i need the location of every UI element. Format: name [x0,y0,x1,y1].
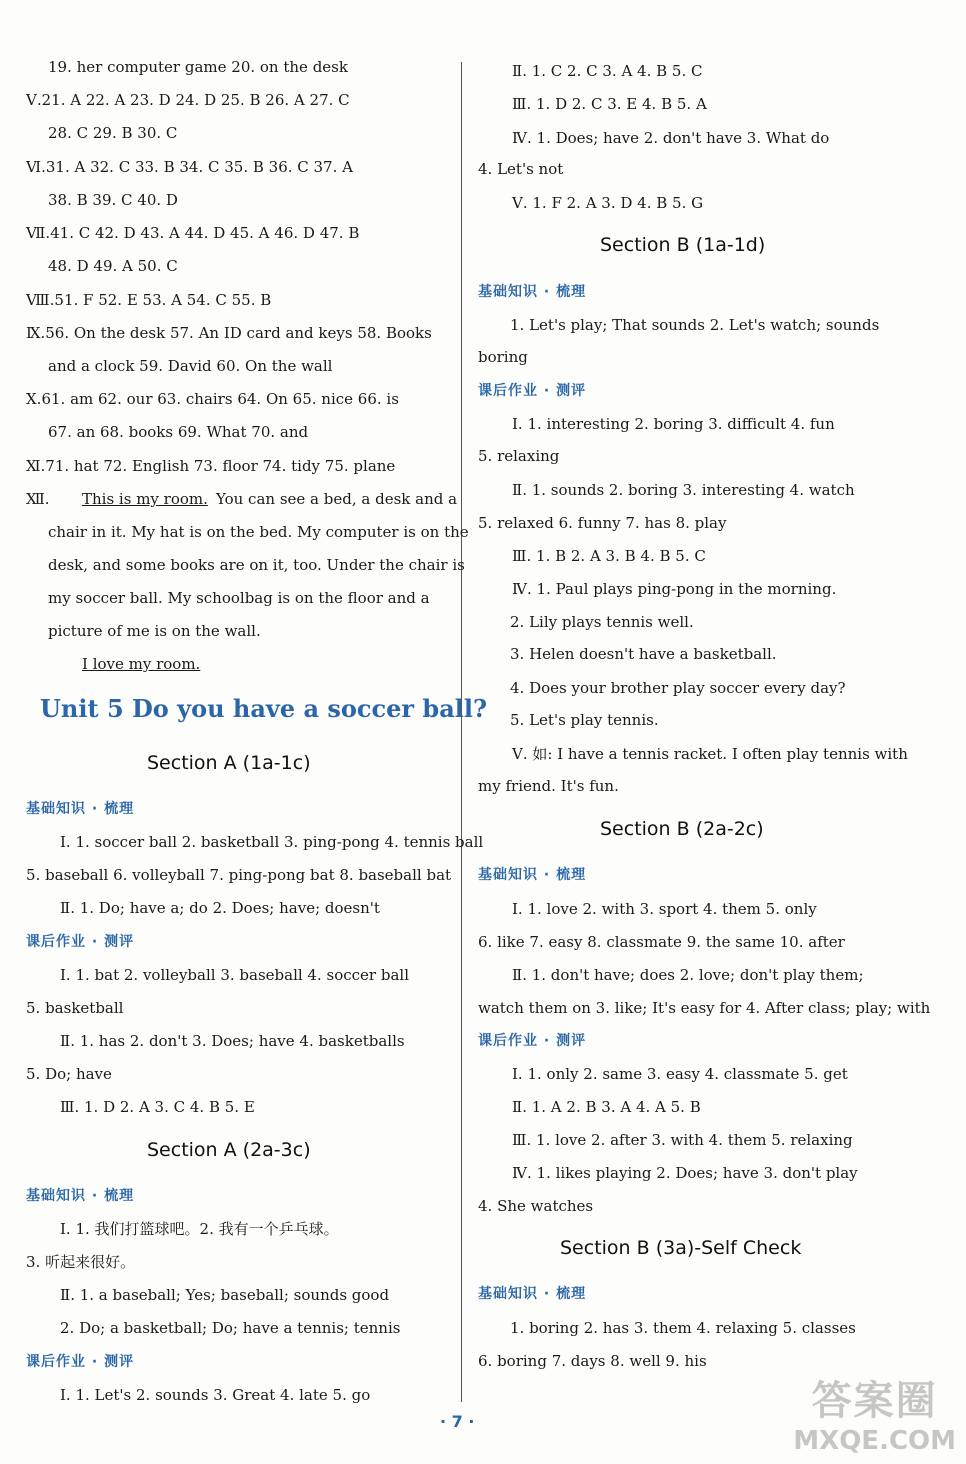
unit-title: Unit 5 Do you have a soccer ball? [40,694,488,723]
answer-line: Ⅱ. 1. A 2. B 3. A 4. A 5. B [512,1098,701,1116]
answer-line: boring [478,348,528,366]
answer-line: my friend. It's fun. [478,777,619,795]
answer-line: 4. Does your brother play soccer every day? [510,679,846,697]
answer-line: Ⅱ. 1. C 2. C 3. A 4. B 5. C [512,62,703,80]
section-heading: Section B (3a)-Self Check [560,1237,802,1259]
answer-line: Ⅰ. 1. love 2. with 3. sport 4. them 5. only [512,900,817,918]
answer-line: Ⅷ.51. F 52. E 53. A 54. C 55. B [26,291,272,309]
watermark-logo-text: 答案圈 [811,1378,938,1424]
essay-line: picture of me is on the wall. [48,622,261,640]
answer-line: Ⅰ. 1. Let's 2. sounds 3. Great 4. late 5. go [60,1386,371,1404]
answer-line: Ⅲ. 1. D 2. A 3. C 4. B 5. E [60,1098,255,1116]
answer-line: Ⅰ. 1. only 2. same 3. easy 4. classmate 5. get [512,1065,848,1083]
section-label: 课后作业 · 测评 [26,934,135,950]
answer-line: Ⅵ.31. A 32. C 33. B 34. C 35. B 36. C 37. A [26,158,353,176]
answer-line: Ⅱ. 1. don't have; does 2. love; don't play them; [512,966,864,984]
answer-line: Ⅲ. 1. D 2. C 3. E 4. B 5. A [512,95,707,113]
answer-line: Ⅱ. 1. a baseball; Yes; baseball; sounds good [60,1286,390,1304]
answer-line: 5. Let's play tennis. [510,711,659,729]
answer-line: Ⅺ.71. hat 72. English 73. floor 74. tidy 75. plane [26,457,396,475]
page-number: · 7 · [440,1412,475,1431]
answer-line: Ⅰ. 1. soccer ball 2. basketball 3. ping-pong 4. tennis ball [60,833,484,851]
answer-line: 5. basketball [26,999,124,1017]
section-label: 基础知识 · 梳理 [478,284,587,300]
answer-line: 28. C 29. B 30. C [48,124,178,142]
section-heading: Section B (2a-2c) [600,818,764,840]
watermark-url: MXQE.COM [793,1426,956,1456]
essay-label: Ⅻ. [26,490,50,508]
answer-line: Ⅱ. 1. has 2. don't 3. Does; have 4. basketballs [60,1032,405,1050]
section-heading: Section A (1a-1c) [147,752,311,774]
answer-line: 5. baseball 6. volleyball 7. ping-pong bat 8. baseball bat [26,866,452,884]
answer-line: 67. an 68. books 69. What 70. and [48,423,309,441]
section-label: 基础知识 · 梳理 [26,801,135,817]
answer-line: Ⅳ. 1. Does; have 2. don't have 3. What do [512,129,830,147]
answer-line: Ⅳ. 1. Paul plays ping-pong in the morning. [512,580,837,598]
section-heading: Section A (2a-3c) [147,1139,311,1161]
answer-line: watch them on 3. like; It's easy for 4. After class; play; with [478,999,931,1017]
section-label: 基础知识 · 梳理 [478,867,587,883]
section-label: 课后作业 · 测评 [478,383,587,399]
answer-line: Ⅰ. 1. 我们打篮球吧。2. 我有一个乒乓球。 [60,1220,339,1238]
answer-line: Ⅹ.61. am 62. our 63. chairs 64. On 65. nice 66. is [26,390,399,408]
answer-line: 5. Do; have [26,1065,112,1083]
answer-line: 5. relaxing [478,447,560,465]
answer-line: 4. She watches [478,1197,594,1215]
answer-line: 2. Do; a basketball; Do; have a tennis; tennis [60,1319,401,1337]
answer-line: Ⅴ. 如: I have a tennis racket. I often play tennis with [512,745,908,763]
answer-line: 48. D 49. A 50. C [48,257,178,275]
essay-line: You can see a bed, a desk and a [216,490,458,508]
section-label: 基础知识 · 梳理 [478,1286,587,1302]
answer-line: Ⅶ.41. C 42. D 43. A 44. D 45. A 46. D 47. B [26,224,360,242]
essay-title: This is my room. [82,490,208,508]
essay-line: my soccer ball. My schoolbag is on the floor and a [48,589,430,607]
answer-line: Ⅱ. 1. sounds 2. boring 3. interesting 4. watch [512,481,855,499]
column-divider [461,62,462,1402]
answer-line: Ⅰ. 1. interesting 2. boring 3. difficult 4. fun [512,415,835,433]
answer-line: 38. B 39. C 40. D [48,191,178,209]
answer-line: 19. her computer game 20. on the desk [48,58,348,76]
answer-line: 5. relaxed 6. funny 7. has 8. play [478,514,727,532]
essay-line: chair in it. My hat is on the bed. My computer is on the [48,523,469,541]
answer-line: Ⅳ. 1. likes playing 2. Does; have 3. don't play [512,1164,858,1182]
answer-line: Ⅴ.21. A 22. A 23. D 24. D 25. B 26. A 27. C [26,91,350,109]
essay-end: I love my room. [82,655,201,673]
answer-line: Ⅲ. 1. B 2. A 3. B 4. B 5. C [512,547,706,565]
answer-line: 6. boring 7. days 8. well 9. his [478,1352,707,1370]
answer-line: 2. Lily plays tennis well. [510,613,694,631]
answer-line: Ⅱ. 1. Do; have a; do 2. Does; have; doesn't [60,899,380,917]
answer-line: Ⅲ. 1. love 2. after 3. with 4. them 5. relaxing [512,1131,853,1149]
answer-line: 3. 听起来很好。 [26,1253,136,1271]
answer-line: and a clock 59. David 60. On the wall [48,357,333,375]
answer-line: 1. Let's play; That sounds 2. Let's watch; sounds [510,316,880,334]
answer-line: 4. Let's not [478,160,564,178]
answer-line: Ⅰ. 1. bat 2. volleyball 3. baseball 4. soccer ball [60,966,409,984]
answer-line: Ⅸ.56. On the desk 57. An ID card and keys 58. Books [26,324,432,342]
answer-line: 1. boring 2. has 3. them 4. relaxing 5. classes [510,1319,856,1337]
answer-line: 3. Helen doesn't have a basketball. [510,645,777,663]
watermark [793,1369,956,1456]
section-label: 课后作业 · 测评 [26,1354,135,1370]
answer-line: Ⅴ. 1. F 2. A 3. D 4. B 5. G [512,194,704,212]
essay-line: desk, and some books are on it, too. Under the chair is [48,556,465,574]
section-label: 基础知识 · 梳理 [26,1188,135,1204]
section-label: 课后作业 · 测评 [478,1033,587,1049]
answer-line: 6. like 7. easy 8. classmate 9. the same 10. after [478,933,845,951]
section-heading: Section B (1a-1d) [600,234,766,256]
